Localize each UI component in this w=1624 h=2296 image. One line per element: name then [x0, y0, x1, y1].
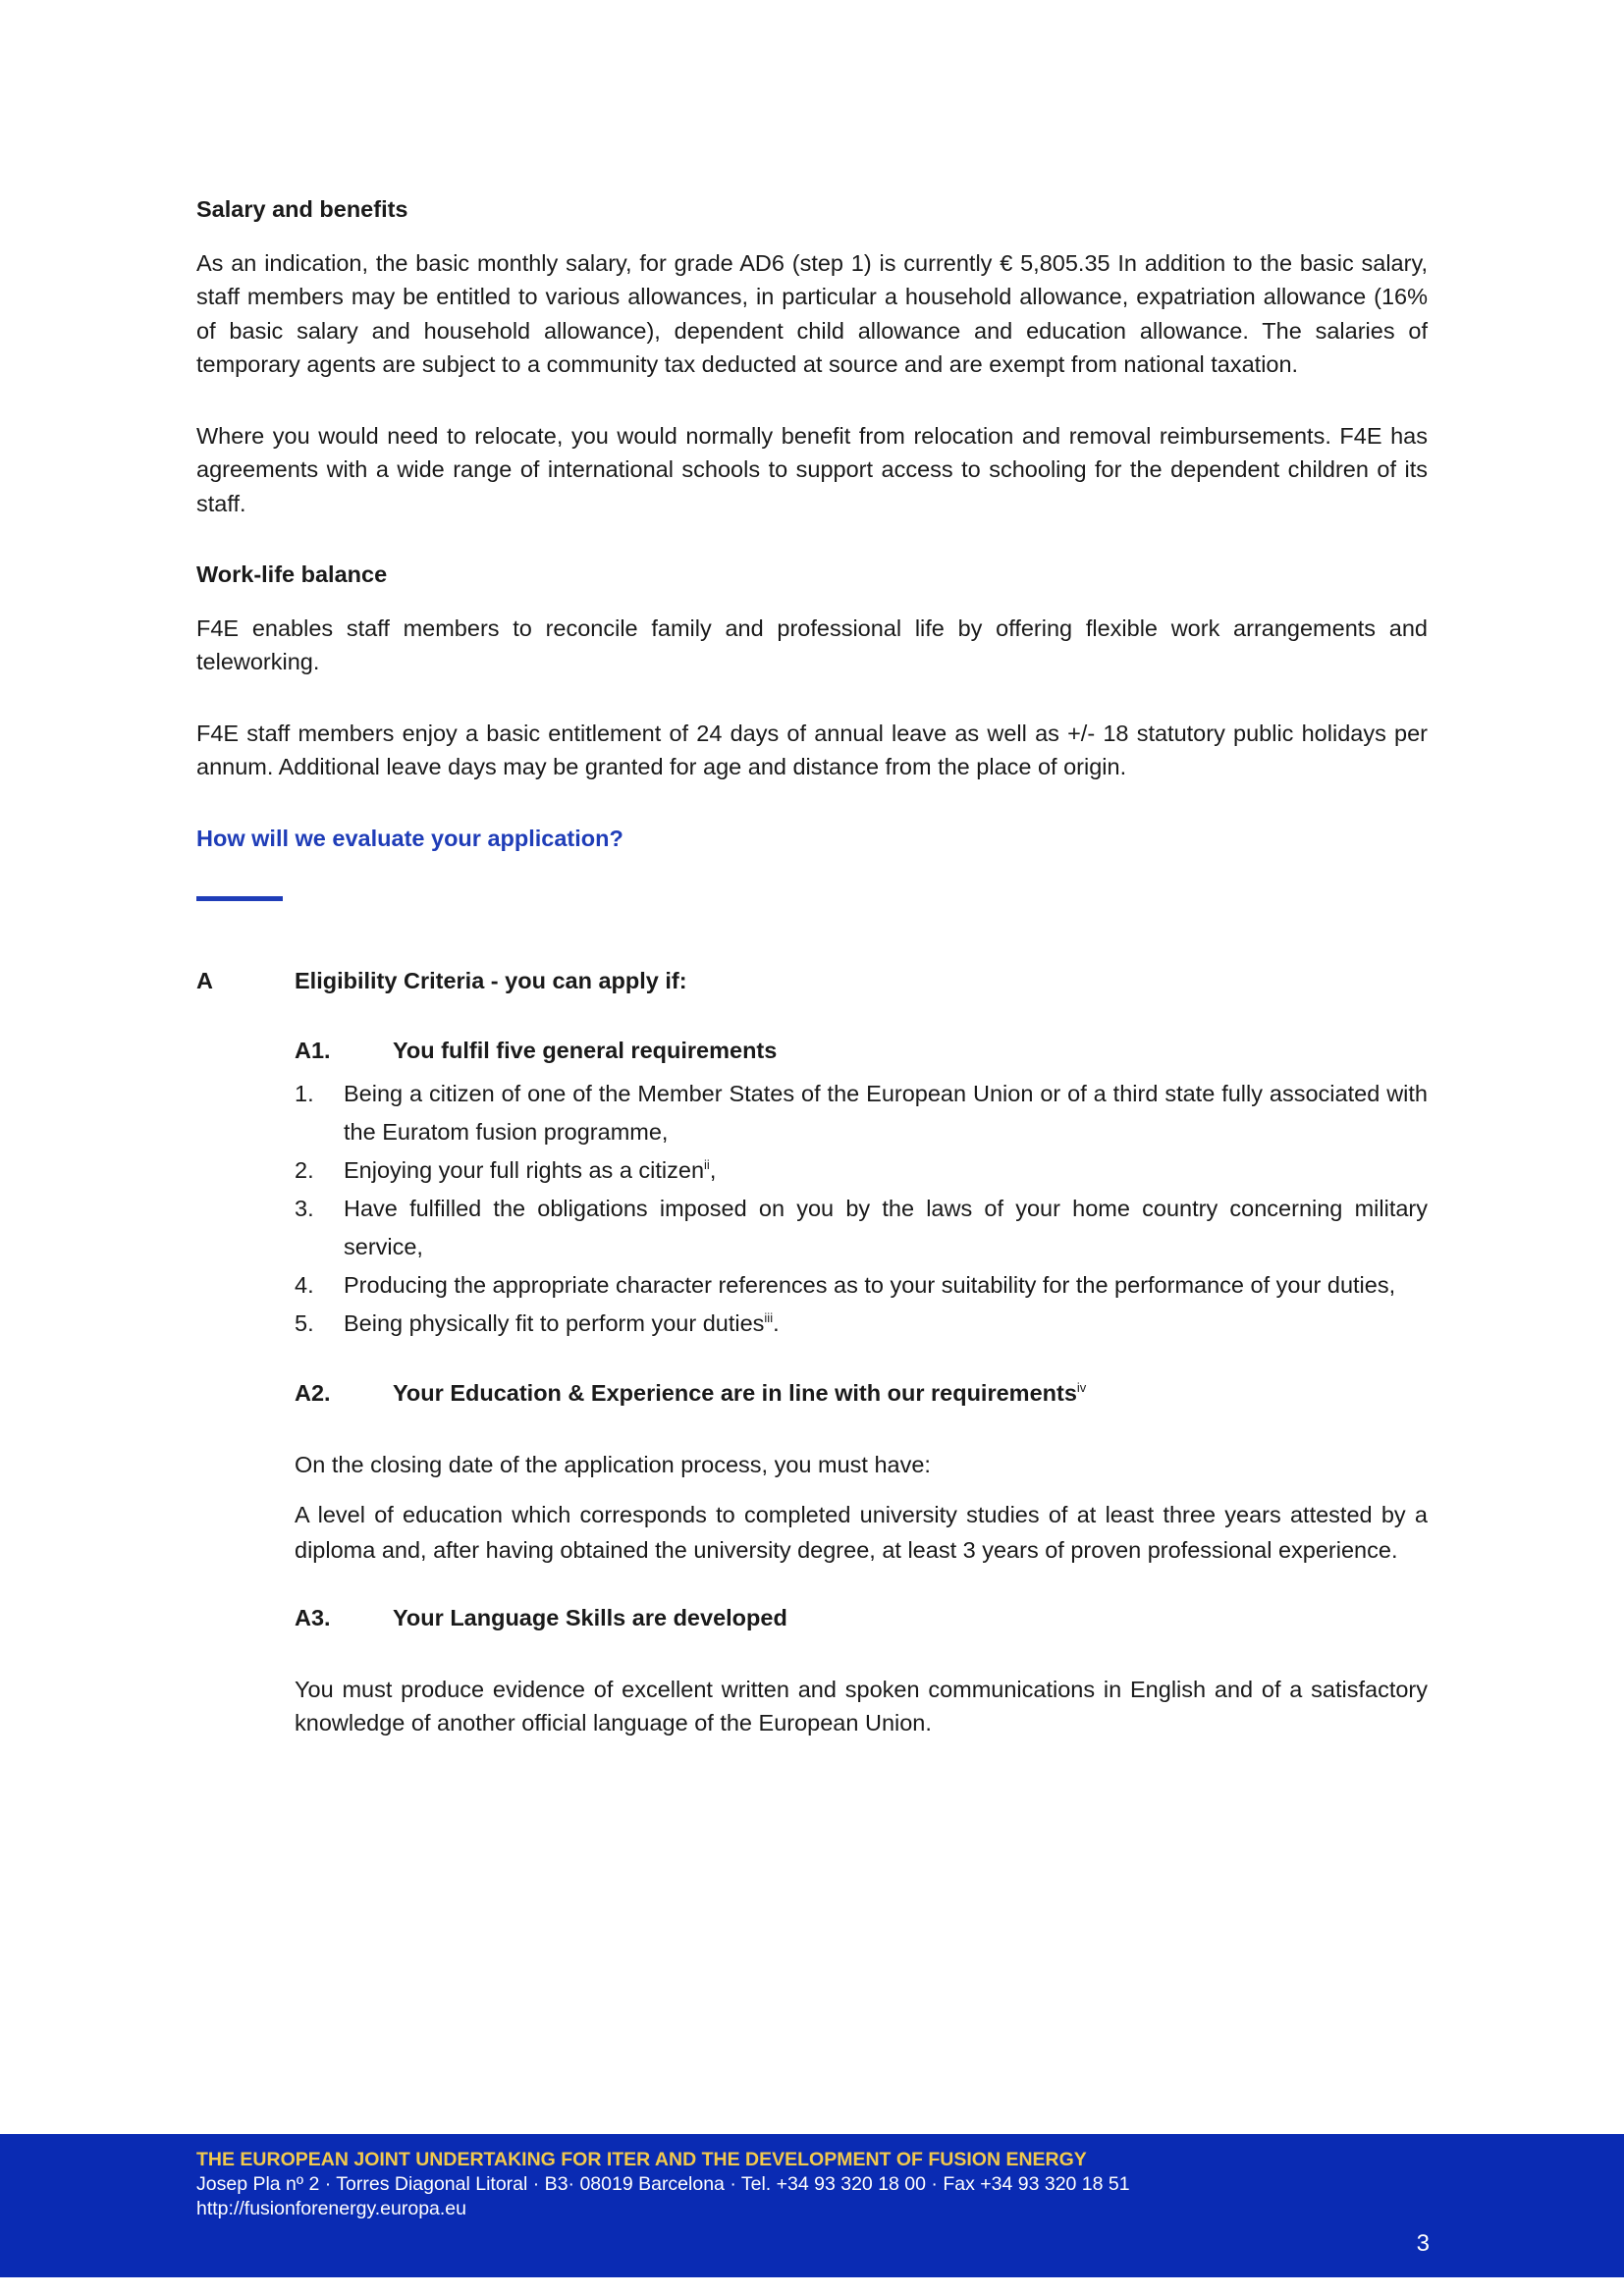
list-item-text: Enjoying your full rights as a citizen: [344, 1157, 705, 1183]
evaluation-heading: How will we evaluate your application?: [196, 825, 623, 851]
page-number: 3: [1416, 2230, 1430, 2257]
salary-paragraph-2: Where you would need to relocate, you would normally benefit from relocation and removal reimbursements. F4E has agreements with a wide range of international schools to support access to schooling for the dependent children of its staff.: [196, 422, 1428, 516]
a3-heading: [295, 1601, 1428, 1635]
list-item: [295, 1305, 1428, 1343]
a3-paragraph-1: You must produce evidence of excellent written and spoken communications in English and of a satisfactory knowledge of another official language of the European Union.: [295, 1676, 1428, 1735]
footer-title: THE EUROPEAN JOINT UNDERTAKING FOR ITER AND THE DEVELOPMENT OF FUSION ENERGY: [196, 2149, 1087, 2170]
a2-paragraph-2: A level of education which corresponds to completed university studies of at least three years attested by a diploma and, after having obtained the university degree, at least 3 years of proven professional experience.: [295, 1502, 1428, 1563]
a1-number: A1.: [295, 1037, 331, 1063]
worklife-paragraph-1: F4E enables staff members to reconcile family and professional life by offering flexible work arrangements and teleworking.: [196, 614, 1428, 674]
worklife-heading: Work-life balance: [196, 561, 388, 587]
list-item-punct: .: [773, 1310, 780, 1336]
list-item: [295, 1190, 1428, 1266]
list-item-number: 1.: [295, 1081, 314, 1106]
a2-title: Your Education & Experience are in line with our requirements: [393, 1380, 1077, 1406]
page-footer: [0, 2134, 1624, 2277]
list-item-text: Have fulfilled the obligations imposed on you by the laws of your home country concerning military service,: [344, 1196, 1428, 1259]
a2-number: A2.: [295, 1380, 331, 1406]
list-item: [295, 1266, 1428, 1305]
footnote-ref[interactable]: ii: [704, 1157, 710, 1173]
a1-title: You fulfil five general requirements: [393, 1037, 778, 1063]
list-item-text: Being a citizen of one of the Member States of the European Union or of a third state fully associated with the Euratom fusion programme,: [344, 1081, 1428, 1145]
section-a-heading: [196, 964, 1428, 998]
salary-paragraph-1: As an indication, the basic monthly salary, for grade AD6 (step 1) is currently € 5,805.35 In addition to the basic salary, staff members may be entitled to various allowances, in particular a household allowance, expatriation allowance (16% of basic salary and household allowance), dependent child allowance and education allowance. The salaries of temporary agents are subject to a community tax deducted at source and are exempt from national taxation.: [196, 249, 1428, 377]
list-item: [295, 1151, 1428, 1190]
list-item-number: 4.: [295, 1272, 314, 1298]
a1-heading: [295, 1034, 1428, 1068]
list-item-number: 3.: [295, 1196, 314, 1221]
list-item-punct: ,: [709, 1157, 717, 1183]
list-item-text: Producing the appropriate character references as to your suitability for the performance of your duties,: [344, 1272, 1396, 1298]
worklife-paragraph-2: F4E staff members enjoy a basic entitlement of 24 days of annual leave as well as +/- 18 statutory public holidays per annum. Additional leave days may be granted for age and distance from the place of origin.: [196, 720, 1428, 779]
footnote-ref[interactable]: iv: [1076, 1380, 1087, 1396]
a3-number: A3.: [295, 1605, 331, 1630]
a2-paragraph-1: On the closing date of the application process, you must have:: [295, 1451, 931, 1477]
section-a-number: A: [196, 968, 213, 993]
document-body: [196, 192, 1428, 1740]
requirements-list: [295, 1075, 1428, 1343]
section-a-content: [295, 998, 1428, 1740]
a2-heading: [295, 1376, 1428, 1411]
footer-url[interactable]: http://fusionforenergy.europa.eu: [196, 2198, 466, 2219]
footnote-ref[interactable]: iii: [764, 1310, 774, 1326]
salary-heading: Salary and benefits: [196, 196, 408, 222]
list-item-number: 2.: [295, 1157, 314, 1183]
footer-address: Josep Pla nº 2 · Torres Diagonal Litoral · B3· 08019 Barcelona · Tel. +34 93 320 18 00 · Fax +34 93 320 18 51: [196, 2173, 1130, 2195]
section-a-title: Eligibility Criteria - you can apply if:: [295, 968, 687, 993]
list-item: [295, 1075, 1428, 1151]
a3-title: Your Language Skills are developed: [393, 1605, 787, 1630]
list-item-text: Being physically fit to perform your duties: [344, 1310, 765, 1336]
list-item-number: 5.: [295, 1310, 314, 1336]
